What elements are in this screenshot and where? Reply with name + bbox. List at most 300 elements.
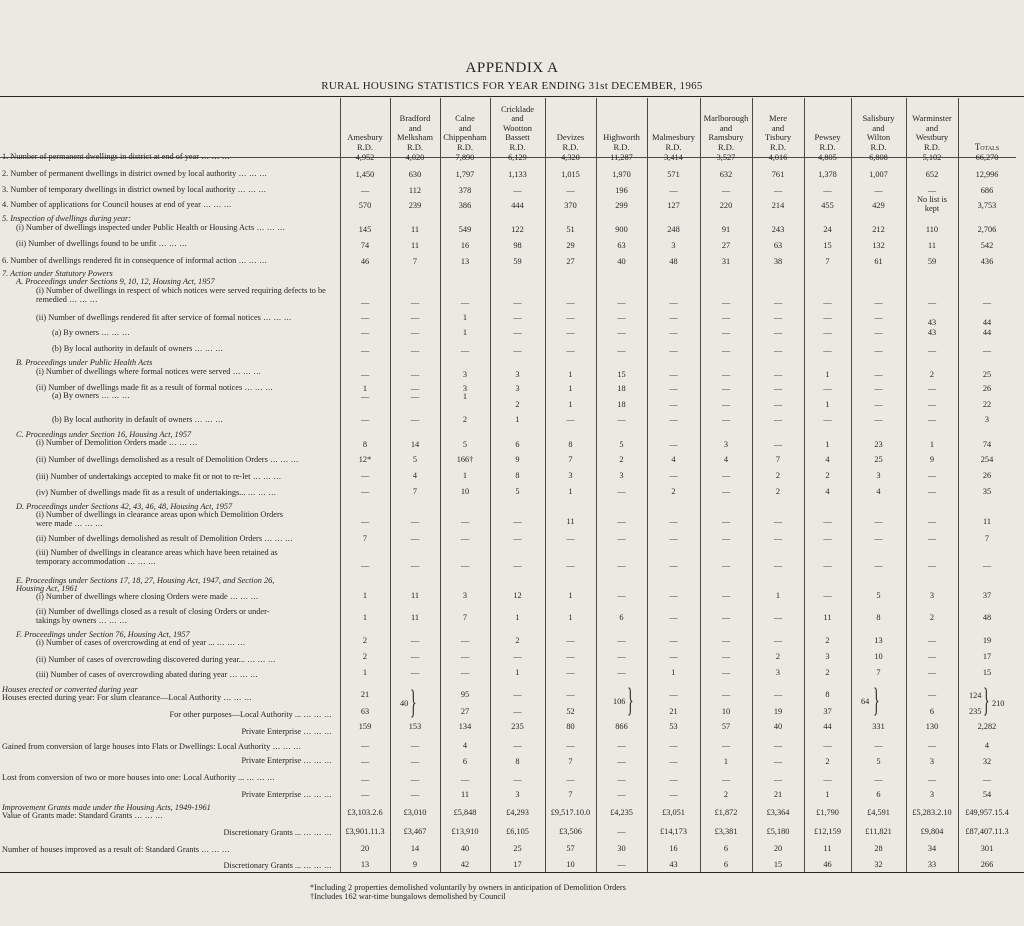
row-label-r7Ai: (i) Number of dwellings in respect of which notices were served requiring defects to be (36, 286, 326, 295)
leader-dots: ... ... ... (66, 295, 98, 304)
table-cell: 4 (462, 741, 468, 750)
table-cell: — (617, 517, 626, 526)
table-cell: £3,506 (559, 827, 582, 836)
table-cell: — (823, 775, 832, 784)
table-cell: 1 (462, 392, 468, 401)
table-cell: 14 (410, 440, 420, 449)
table-cell: — (874, 313, 883, 322)
table-cell: 132 (872, 241, 885, 250)
table-cell: £3,051 (662, 808, 685, 817)
table-cell: 19 (982, 636, 992, 645)
leader-dots: ... ... ... (227, 592, 259, 601)
table-cell: 571 (667, 170, 680, 179)
table-cell: £3,010 (403, 808, 427, 817)
table-cell: 2 (515, 400, 520, 409)
table-cell: — (460, 517, 470, 526)
table-cell: — (410, 384, 420, 393)
table-cell: — (669, 298, 678, 307)
leader-dots: ... ... ... (199, 845, 230, 854)
table-cell: 11 (411, 241, 419, 250)
table-cell: 436 (980, 257, 994, 266)
table-cell: — (617, 298, 626, 307)
table-cell: — (513, 328, 522, 337)
table-cell: 2 (825, 471, 830, 480)
table-cell: — (669, 652, 678, 661)
leader-dots: ... ... ... (235, 185, 267, 194)
table-cell: 74 (360, 241, 370, 250)
row-label-r7Fi: (i) Number of cases of overcrowding at end of year ... ... ... ... (36, 638, 246, 647)
table-cell: — (566, 636, 575, 645)
table-cell: 1 (462, 313, 468, 322)
table-cell: — (773, 346, 783, 355)
leader-dots: ... ... ... (301, 828, 332, 837)
footnote-1: *Including 2 properties demolished voluntarily by owners in anticipation of Demolition Orders (310, 883, 626, 892)
table-cell: 4 (412, 471, 418, 480)
table-cell: — (410, 757, 420, 766)
table-cell: £14,173 (660, 827, 687, 836)
table-cell: — (721, 346, 731, 355)
table-cell: — (823, 328, 832, 337)
table-cell: 6 (929, 707, 935, 716)
table-cell: 25 (874, 455, 883, 464)
table-cell: — (617, 487, 626, 496)
table-cell: — (669, 384, 678, 393)
table-cell: — (360, 757, 370, 766)
table-cell: — (874, 186, 883, 195)
table-cell: — (360, 328, 370, 337)
table-cell: 2 (775, 471, 781, 480)
table-cell: £1,872 (714, 808, 738, 817)
table-cell: — (617, 652, 626, 661)
table-cell: 27 (460, 707, 470, 716)
table-cell: 25 (982, 370, 992, 379)
table-cell: 7 (412, 487, 418, 496)
row-label-r7Cii: (ii) Number of dwellings demolished as a result of Demolition Orders ... ... ... (36, 455, 299, 464)
table-cell: 52 (566, 707, 575, 716)
table-cell: 21 (773, 790, 783, 799)
table-cell: 2 (362, 652, 368, 661)
table-cell: 4 (876, 487, 881, 496)
table-cell: 34 (927, 844, 937, 853)
brace-value: 124 (969, 691, 982, 700)
table-cell: 761 (771, 170, 785, 179)
table-cell: — (669, 313, 678, 322)
table-cell: 3 (462, 370, 468, 379)
leader-dots: ... ... ... (301, 756, 332, 765)
table-cell: 1 (568, 613, 573, 622)
table-cell: £1,790 (816, 808, 839, 817)
table-cell: £49,957.15.4 (965, 808, 1009, 817)
table-cell: 28 (874, 844, 883, 853)
table-cell: — (823, 384, 832, 393)
table-cell: — (513, 186, 522, 195)
table-cell: — (773, 298, 783, 307)
table-cell: 1 (515, 415, 520, 424)
table-cell: No list is kept (917, 195, 947, 213)
table-cell: 8 (568, 440, 573, 449)
table-cell: — (410, 534, 420, 543)
table-cell: 3,527 (716, 153, 736, 162)
table-cell: — (773, 313, 783, 322)
table-cell: 6 (619, 613, 624, 622)
brace-value: 106 (613, 697, 626, 706)
column-divider (440, 98, 441, 872)
table-cell: — (566, 415, 575, 424)
table-cell: 212 (872, 225, 885, 234)
table-cell: — (566, 668, 575, 677)
table-cell: — (721, 652, 731, 661)
table-cell: — (360, 741, 370, 750)
table-cell: — (927, 561, 937, 570)
table-cell: 1 (671, 668, 676, 677)
table-cell: — (721, 400, 731, 409)
table-cell: 4 (723, 455, 729, 464)
table-cell: — (982, 298, 992, 307)
table-cell: 239 (408, 201, 422, 210)
table-cell: 20 (773, 844, 783, 853)
table-cell: 11 (461, 790, 469, 799)
row-label-r7Fii: (ii) Number of cases of overcrowding discovered during year... ... ... ... (36, 655, 276, 664)
table-cell: 2 (462, 415, 468, 424)
table-cell: 22 (982, 400, 992, 409)
table-cell: 2 (825, 636, 830, 645)
table-cell: £4,235 (610, 808, 633, 817)
table-cell: 44 (982, 328, 992, 337)
leader-dots: ... ... ... (236, 169, 268, 178)
table-cell: 1 (362, 591, 368, 600)
table-cell: — (513, 517, 522, 526)
table-cell: — (617, 534, 626, 543)
table-cell: 59 (513, 257, 522, 266)
table-cell: 9 (929, 455, 935, 464)
leader-dots: ... ... ... (199, 152, 230, 161)
table-cell: 13 (874, 636, 883, 645)
table-cell: 12 (513, 591, 522, 600)
table-cell: 3 (671, 241, 676, 250)
table-cell: 11 (928, 241, 936, 250)
table-cell: — (566, 690, 575, 699)
table-cell: 3 (619, 471, 624, 480)
brace-value: 235 (969, 707, 982, 716)
column-divider (596, 98, 597, 872)
leader-dots: ... ... ... (132, 811, 164, 820)
table-cell: 11 (411, 613, 419, 622)
table-cell: 8 (362, 440, 368, 449)
table-cell: — (360, 186, 370, 195)
table-cell: 23 (874, 440, 883, 449)
column-divider (340, 98, 341, 872)
table-cell: 2,706 (977, 225, 997, 234)
table-cell: £3,364 (766, 808, 790, 817)
brace-glyph: } (983, 682, 990, 719)
table-cell: — (927, 298, 937, 307)
table-cell: — (773, 534, 783, 543)
table-cell: — (410, 668, 420, 677)
table-cell: 15 (773, 860, 783, 869)
column-divider (851, 98, 852, 872)
leader-dots: ... ... ... (250, 472, 282, 481)
table-cell: 2 (362, 636, 368, 645)
table-cell: — (927, 384, 937, 393)
table-cell: — (721, 487, 731, 496)
leader-dots: ... ... ... (260, 313, 292, 322)
table-cell: — (721, 370, 731, 379)
table-cell: — (773, 757, 783, 766)
leader-dots: ... ... ... (262, 534, 293, 543)
table-cell: — (874, 328, 883, 337)
table-cell: — (360, 298, 370, 307)
row-label-r7Ei: (i) Number of dwellings where closing Orders were made ... ... ... (36, 592, 259, 601)
table-cell: — (823, 186, 832, 195)
table-cell: 549 (458, 225, 472, 234)
table-cell: 2 (775, 652, 781, 661)
table-cell: 386 (458, 201, 472, 210)
table-cell: 1 (568, 487, 573, 496)
table-cell: — (721, 534, 731, 543)
table-cell: 3 (462, 384, 468, 393)
table-cell: 16 (669, 844, 678, 853)
table-cell: — (874, 370, 883, 379)
table-cell: 80 (566, 722, 575, 731)
table-cell: — (669, 328, 678, 337)
table-cell: 4 (671, 455, 676, 464)
table-cell: 3 (723, 440, 729, 449)
table-cell: 2 (619, 455, 624, 464)
row-label-gcp: Private Enterprise ... ... ... (241, 756, 332, 765)
table-cell: — (927, 415, 937, 424)
table-cell: — (617, 757, 626, 766)
row-label-r7Di: (i) Number of dwellings in clearance areas upon which Demolition Orders (36, 510, 283, 519)
table-cell: — (721, 741, 731, 750)
table-cell: — (669, 561, 678, 570)
table-cell: 37 (982, 591, 992, 600)
table-cell: — (566, 741, 575, 750)
table-cell: 15 (982, 668, 992, 677)
leader-dots: ... ... ... (166, 438, 198, 447)
table-cell: — (927, 534, 937, 543)
table-cell: 1 (462, 471, 468, 480)
table-cell: — (823, 415, 832, 424)
table-cell: — (617, 328, 626, 337)
table-cell: 5,102 (922, 153, 942, 162)
column-divider (804, 98, 805, 872)
column-divider (958, 98, 959, 872)
table-cell: — (410, 298, 420, 307)
table-cell: 1 (462, 328, 468, 337)
table-cell: — (982, 775, 992, 784)
table-cell: — (360, 346, 370, 355)
table-cell: — (773, 415, 783, 424)
table-cell: 299 (615, 201, 628, 210)
table-cell: 9 (515, 455, 520, 464)
table-cell: £3,381 (714, 827, 738, 836)
table-cell: 26 (982, 384, 992, 393)
table-cell: 21 (669, 707, 678, 716)
table-cell: 11 (823, 613, 832, 622)
table-cell: — (513, 346, 522, 355)
table-cell: — (823, 298, 832, 307)
row-label-igs: Value of Grants made: Standard Grants ... ... ... (2, 811, 164, 820)
table-cell: 15 (617, 370, 626, 379)
table-cell: 1 (568, 400, 573, 409)
table-cell: — (669, 471, 678, 480)
table-cell: — (721, 471, 731, 480)
leader-dots: ... ... ... (230, 367, 262, 376)
column-header: Highworth R.D. (603, 132, 640, 152)
row-label-r7Diii: (iii) Number of dwellings in clearance areas which have been retained as (36, 548, 278, 557)
leader-dots: ... ... ... (156, 239, 188, 248)
table-cell: — (360, 313, 370, 322)
table-cell: 63 (360, 707, 370, 716)
table-cell: — (927, 346, 937, 355)
table-cell: 40 (460, 844, 470, 853)
table-cell: — (410, 392, 420, 401)
table-cell: £13,910 (451, 827, 479, 836)
table-cell: — (927, 690, 937, 699)
table-cell: — (566, 346, 575, 355)
row-label-r7Bi: (i) Number of dwellings where formal notices were served ... ... ... (36, 367, 262, 376)
table-cell: — (410, 313, 420, 322)
row-label-r7C: C. Proceedings under Section 16, Housing Act, 1957 (16, 430, 192, 439)
table-cell: 19 (773, 707, 783, 716)
table-cell: — (617, 346, 626, 355)
row-label-r6: 6. Number of dwellings rendered fit in consequence of informal action ... ... ... (2, 256, 268, 265)
table-cell: 248 (667, 225, 680, 234)
table-cell: 7 (362, 534, 368, 543)
table-cell: — (410, 415, 420, 424)
table-cell: — (823, 346, 832, 355)
table-cell: — (360, 370, 370, 379)
table-cell: 159 (358, 722, 372, 731)
table-cell: — (874, 346, 883, 355)
table-cell: 5 (412, 455, 418, 464)
table-cell: 4,952 (355, 153, 375, 162)
table-cell: 10 (460, 487, 470, 496)
table-cell: £9,517.10.0 (550, 808, 591, 817)
table-cell: — (773, 440, 783, 449)
table-cell: — (410, 790, 420, 799)
table-cell: 1 (568, 591, 573, 600)
leader-dots: ... ... ... (301, 727, 332, 736)
row-label-r7Civ: (iv) Number of dwellings made fit as a result of undertakings... ... ... ... (36, 488, 277, 497)
table-cell: — (410, 652, 420, 661)
table-cell: 3 (929, 757, 935, 766)
row-label-r7B: B. Proceedings under Public Health Acts (16, 358, 153, 367)
table-cell: — (721, 517, 731, 526)
table-cell: 7 (876, 668, 881, 677)
table-cell: 18 (617, 384, 626, 393)
table-cell: 570 (358, 201, 372, 210)
table-cell: — (773, 517, 783, 526)
table-cell: — (669, 517, 678, 526)
column-header: Totals (974, 141, 1000, 152)
table-cell: 12,996 (975, 170, 999, 179)
row-label-r5i: (i) Number of dwellings inspected under Public Health or Housing Acts ... ... ... (16, 223, 286, 232)
table-cell: 3 (876, 471, 881, 480)
table-cell: — (460, 668, 470, 677)
table-cell: 46 (360, 257, 370, 266)
leader-dots: ... ... ... (242, 383, 274, 392)
row-label-igd: Discretionary Grants ... ... ... ... (223, 828, 332, 837)
brace-glyph: } (410, 684, 417, 721)
table-cell: — (927, 652, 937, 661)
table-cell: 3 (984, 415, 990, 424)
table-cell: 3 (462, 591, 468, 600)
leader-dots: ... ... ... (214, 638, 246, 647)
table-cell: £5,283.2.10 (912, 808, 952, 817)
row-label-ig: Improvement Grants made under the Housing Acts, 1949-1961 (2, 803, 211, 812)
table-cell: — (360, 561, 370, 570)
table-cell: 13 (360, 860, 370, 869)
table-cell: 2 (825, 668, 830, 677)
table-cell: 10 (874, 652, 883, 661)
table-cell: 6,129 (508, 153, 527, 162)
table-cell: 66,270 (975, 153, 999, 162)
table-cell: — (566, 298, 575, 307)
table-cell: — (410, 328, 420, 337)
leader-dots: ... ... ... (244, 655, 276, 664)
table-cell: — (721, 775, 731, 784)
table-cell: — (773, 561, 783, 570)
table-cell: 3 (515, 384, 520, 393)
table-cell: 1,450 (355, 170, 375, 179)
table-cell: — (823, 561, 832, 570)
table-cell: — (460, 561, 470, 570)
table-cell: 3 (929, 591, 935, 600)
table-cell: 95 (460, 690, 470, 699)
page-subtitle: RURAL HOUSING STATISTICS FOR YEAR ENDING 31st DECEMBER, 1965 (321, 80, 703, 92)
table-cell: 7 (825, 257, 830, 266)
table-cell: — (927, 636, 937, 645)
table-cell: 13 (460, 257, 470, 266)
table-cell: 6 (723, 844, 729, 853)
table-cell: 7 (568, 790, 573, 799)
table-cell: 5 (619, 440, 624, 449)
table-cell: 48 (982, 613, 992, 622)
table-cell: 26 (982, 471, 992, 480)
row-label-r7Di2: were made ... ... ... (36, 519, 104, 528)
table-cell: 21 (360, 690, 370, 699)
table-cell: — (721, 690, 731, 699)
top-rule (0, 96, 1024, 97)
column-header: Malmesbury R.D. (652, 132, 695, 152)
table-cell: £12,159 (814, 827, 841, 836)
table-cell: 57 (566, 844, 575, 853)
row-label-r7Ci: (i) Number of Demolition Orders made ... ... ... (36, 438, 198, 447)
table-cell: — (721, 313, 731, 322)
table-cell: — (566, 313, 575, 322)
table-cell: 33 (927, 860, 937, 869)
table-cell: — (721, 636, 731, 645)
table-cell: — (460, 636, 470, 645)
table-cell: — (513, 561, 522, 570)
table-cell: — (874, 517, 883, 526)
leader-dots: ... ... ... (96, 616, 128, 625)
table-cell: — (617, 741, 626, 750)
table-cell: 27 (721, 241, 731, 250)
leader-dots: ... ... ... (125, 557, 157, 566)
table-cell: 110 (925, 225, 939, 234)
column-divider (752, 98, 753, 872)
table-cell: 370 (564, 201, 577, 210)
table-cell: — (721, 298, 731, 307)
table-cell: 6,808 (869, 153, 888, 162)
table-cell: £4,591 (867, 808, 890, 817)
table-cell: — (513, 690, 522, 699)
table-cell: — (927, 517, 937, 526)
leader-dots: ... ... ... (270, 742, 302, 751)
table-cell: — (669, 613, 678, 622)
